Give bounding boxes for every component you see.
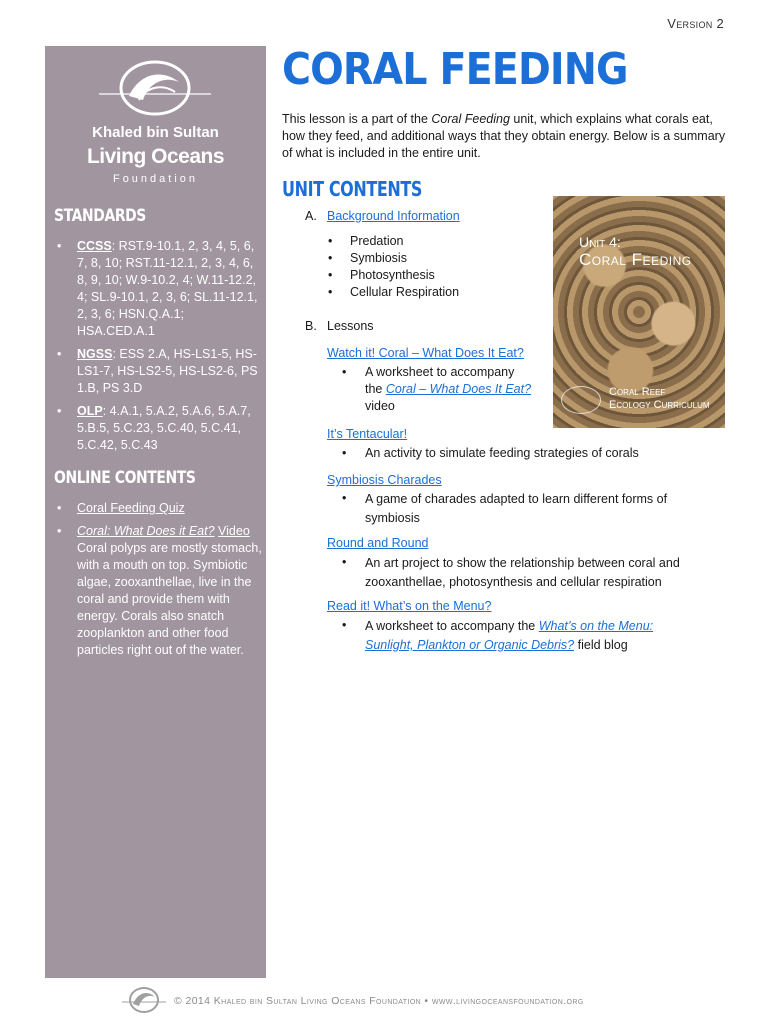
lesson-5-desc bbox=[365, 617, 705, 655]
lesson-1-desc-line3: video bbox=[365, 399, 395, 413]
bullet: • bbox=[342, 365, 347, 379]
bullet: • bbox=[328, 251, 333, 265]
standard-text: : ESS 2.A, HS-LS1-5, HS-LS1-7, HS-LS2-5, HS-LS2-6, PS 1.B, PS 3.D bbox=[77, 347, 258, 395]
section-b-letter: B. bbox=[305, 319, 317, 333]
bullet: • bbox=[342, 618, 347, 632]
footer-logo-icon bbox=[120, 984, 168, 1016]
footer bbox=[0, 992, 770, 1012]
standard-item bbox=[54, 403, 262, 454]
standard-item bbox=[54, 346, 262, 397]
standards-heading: STANDARDS bbox=[54, 206, 146, 226]
cover-unit-label: Unit 4: bbox=[579, 234, 621, 250]
video-title-link[interactable]: Coral: What Does it Eat? bbox=[77, 524, 215, 538]
cover-subtitle-1: Coral Reef bbox=[609, 386, 666, 398]
page-title: CORAL FEEDING bbox=[282, 44, 628, 95]
unit-contents-heading: UNIT CONTENTS bbox=[282, 177, 423, 201]
unit-cover-image bbox=[553, 196, 725, 428]
intro-post: unit, which explains what corals eat, how they feed, and additional ways that they obtain energy. Below is a summary of what is included in the entire unit. bbox=[282, 112, 726, 160]
cover-title: Coral Feeding bbox=[579, 250, 692, 269]
logo-line-2: Living Oceans bbox=[86, 145, 225, 168]
coral-what-does-it-eat-link[interactable]: Coral – What Does It Eat? bbox=[385, 382, 532, 396]
background-item: Symbiosis bbox=[350, 251, 407, 265]
quiz-link[interactable]: Coral Feeding Quiz bbox=[77, 501, 185, 515]
standards-list bbox=[54, 238, 262, 460]
online-item-video bbox=[54, 523, 262, 659]
lesson-2-desc: An activity to simulate feeding strategies of corals bbox=[365, 446, 639, 460]
lesson-tentacular-link[interactable]: It’s Tentacular! bbox=[327, 427, 408, 441]
background-item: Photosynthesis bbox=[350, 268, 435, 282]
lesson-1-desc-pre: the bbox=[365, 382, 386, 396]
standard-text: : 4.A.1, 5.A.2, 5.A.6, 5.A.7, 5.B.5, 5.C.23, 5.C.40, 5.C.41, 5.C.42, 5.C.43 bbox=[77, 404, 251, 452]
video-description: Coral polyps are mostly stomach, with a mouth on top. Symbiotic algae, zooxanthellae, live in the coral and provide them with energy. Corals also snatch zooplankton and other food particles right out of the water. bbox=[77, 541, 262, 657]
online-contents-list bbox=[54, 500, 262, 665]
lesson-4-desc: An art project to show the relationship between coral and zooxanthellae, photosynthesis and cellular respiration bbox=[365, 556, 680, 589]
lesson-1-desc-line1: A worksheet to accompany bbox=[365, 365, 515, 379]
background-item: Cellular Respiration bbox=[350, 285, 460, 299]
lesson-5-desc-post: field blog bbox=[574, 638, 628, 652]
bullet: • bbox=[328, 268, 333, 282]
bullet: • bbox=[342, 555, 347, 569]
intro-paragraph bbox=[282, 111, 732, 162]
bullet: • bbox=[342, 446, 347, 460]
online-item-quiz bbox=[54, 500, 262, 517]
lesson-round-and-round-link[interactable]: Round and Round bbox=[327, 536, 429, 550]
cover-subtitle-2: Ecology Curriculum bbox=[609, 399, 710, 411]
standard-label: NGSS bbox=[77, 347, 113, 361]
wave-logo-icon bbox=[99, 56, 211, 122]
lesson-watch-it-link[interactable]: Watch it! Coral – What Does It Eat? bbox=[327, 346, 524, 360]
bullet: • bbox=[328, 285, 333, 299]
lesson-5-desc-pre: A worksheet to accompany the bbox=[365, 619, 539, 633]
intro-unit-name: Coral Feeding bbox=[431, 112, 510, 126]
logo-line-1: Khaled bin Sultan bbox=[92, 124, 219, 141]
background-item: Predation bbox=[350, 234, 404, 248]
foundation-logo bbox=[45, 46, 266, 196]
standard-label: CCSS bbox=[77, 239, 112, 253]
lesson-1-desc-line2 bbox=[365, 381, 531, 398]
version-label: Version 2 bbox=[667, 16, 724, 31]
logo-line-3: Foundation bbox=[112, 173, 199, 185]
bullet: • bbox=[342, 491, 347, 505]
standard-text: : RST.9-10.1, 2, 3, 4, 5, 6, 7, 8, 10; RST.11-12.1, 2, 3, 4, 6, 8, 9, 10; W.9-10.2, 4; W.11-12.2, 4; SL.9-10.1, 2, 3, 6; SL.11-12.1, 2, 3, 6; HSN.Q.A.1; HSA.CED.A.1 bbox=[77, 239, 258, 338]
background-information-link[interactable]: Background Information bbox=[327, 209, 460, 223]
standard-label: OLP bbox=[77, 404, 103, 418]
sidebar bbox=[45, 46, 266, 978]
footer-copyright: © 2014 Khaled bin Sultan Living Oceans Foundation • www.livingoceansfoundation.org bbox=[174, 995, 584, 1007]
lessons-label: Lessons bbox=[327, 319, 374, 333]
cover-logo-icon bbox=[561, 386, 601, 414]
intro-pre: This lesson is a part of the bbox=[282, 112, 432, 126]
online-contents-heading: ONLINE CONTENTS bbox=[54, 468, 196, 488]
section-a-letter: A. bbox=[305, 209, 317, 223]
video-link[interactable]: Video bbox=[218, 524, 250, 538]
standard-item bbox=[54, 238, 262, 340]
whats-on-the-menu-link[interactable]: What’s on the Menu: Sunlight, Plankton or Organic Debris? bbox=[365, 619, 654, 652]
bullet: • bbox=[328, 234, 333, 248]
lesson-3-desc: A game of charades adapted to learn different forms of symbiosis bbox=[365, 492, 668, 525]
lesson-charades-link[interactable]: Symbiosis Charades bbox=[327, 473, 442, 487]
lesson-read-it-link[interactable]: Read it! What’s on the Menu? bbox=[327, 599, 492, 613]
